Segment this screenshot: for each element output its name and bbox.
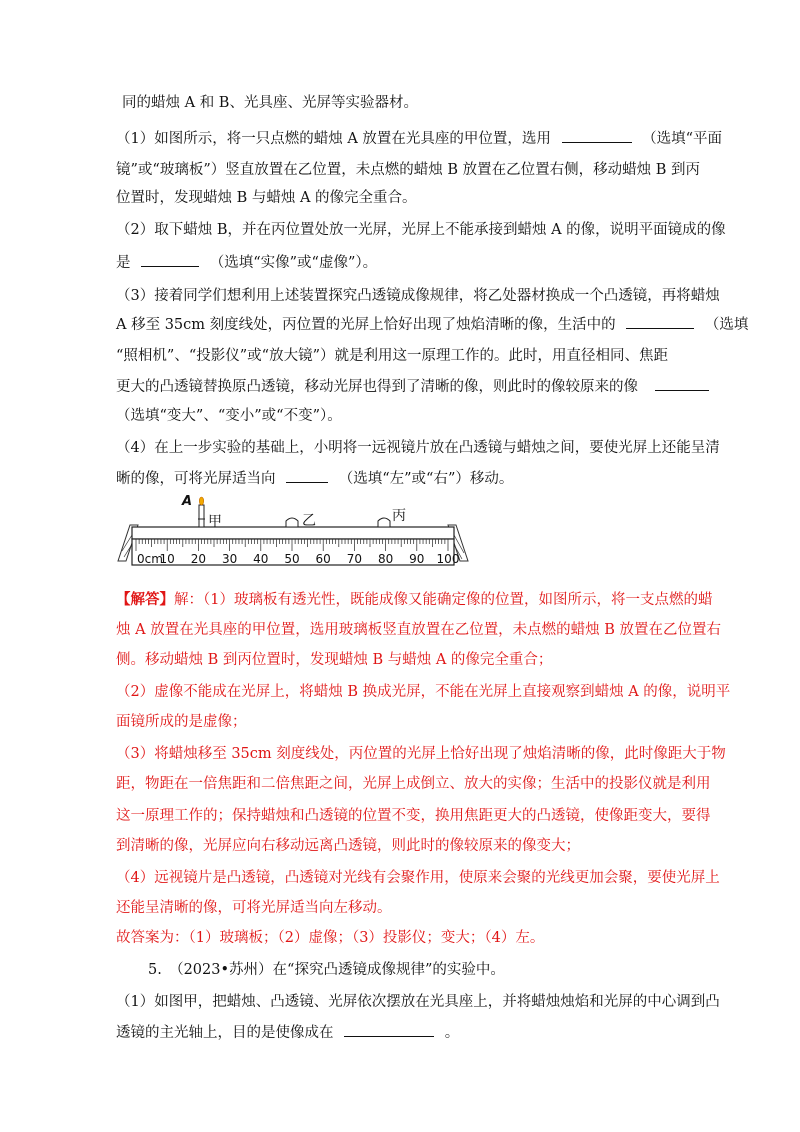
question-line: 位置时，发现蜡烛 B 与蜡烛 A 的像完全重合。	[116, 190, 417, 206]
label-yi: 乙	[302, 513, 316, 529]
answer-blank[interactable]	[655, 376, 709, 391]
bench-bar	[132, 527, 454, 539]
question-line: “照相机”、“投影仪”或“放大镜”）就是利用这一原理工作的。此时，用直径相同、焦距	[116, 348, 668, 364]
question-line: （选填“变大”、“变小”或“不变”）。	[116, 408, 342, 424]
answer-line: 还能呈清晰的像，可将光屏适当向左移动。	[116, 900, 392, 916]
scale-label: 40	[253, 552, 269, 566]
question-text: （1）如图所示，将一只点燃的蜡烛 A 放置在光具座的甲位置，选用	[116, 131, 551, 147]
question-text: 晰的像，可将光屏适当向	[116, 471, 276, 487]
answer-line: 面镜所成的是虚像；	[116, 714, 247, 730]
answer-blank[interactable]	[344, 1022, 434, 1037]
holder-yi	[286, 518, 298, 527]
answer-text: 解：（1）玻璃板有透光性，既能成像又能确定像的位置，如图所示，将一支点燃的蜡	[174, 592, 713, 608]
answer-blank[interactable]	[562, 128, 632, 143]
scale-label: 60	[315, 552, 331, 566]
question-text: （选填	[704, 317, 749, 333]
question-text: （选填“平面	[642, 131, 723, 147]
scale-label: 30	[221, 552, 238, 566]
scale-label: 20	[190, 552, 207, 566]
scale-label: 0cm	[137, 552, 163, 566]
answer-line: （2）虚像不能成在光屏上，将蜡烛 B 换成光屏，不能在光屏上直接观察到蜡烛 A 的像，说明平	[116, 684, 731, 700]
scale-label: 90	[409, 552, 425, 566]
scale-label: 100	[436, 552, 460, 566]
question-line: 同的蜡烛 A 和 B、光具座、光屏等实验器材。	[122, 95, 418, 111]
scale-label: 80	[377, 552, 394, 566]
question-text: （选填“左”或“右”）移动。	[338, 471, 514, 487]
label-bing: 丙	[392, 508, 406, 524]
answer-blank[interactable]	[626, 314, 694, 329]
label-jia: 甲	[208, 514, 222, 530]
candle-a	[199, 505, 204, 527]
next-question-heading: 5. （2023•苏州）在“探究凸透镜成像规律”的实验中。	[148, 962, 505, 978]
question-text: 更大的凸透镜替换原凸透镜，移动光屏也得到了清晰的像，则此时的像较原来的像	[116, 379, 638, 395]
next-question-line: （1）如图甲，把蜡烛、凸透镜、光屏依次摆放在光具座上，并将蜡烛烛焰和光屏的中心调到凸	[116, 994, 720, 1010]
question-text: 。	[444, 1025, 460, 1041]
holder-bing	[378, 518, 390, 527]
question-line: （2）取下蜡烛 B，并在丙位置处放一光屏，光屏上不能承接到蜡烛 A 的像，说明平面镜成的像	[116, 222, 726, 238]
question-text: 透镜的主光轴上，目的是使像成在	[116, 1025, 334, 1041]
question-line: 镜”或“玻璃板”）竖直放置在乙位置，未点燃的蜡烛 B 放置在乙位置右侧，移动蜡烛 B 到丙	[116, 162, 700, 178]
question-line	[116, 468, 513, 489]
question-text: A 移至 35cm 刻度线处，丙位置的光屏上恰好出现了烛焰清晰的像，生活中的	[116, 317, 616, 333]
question-line: （4）在上一步实验的基础上，小明将一远视镜片放在凸透镜与蜡烛之间，要使光屏上还能呈清	[116, 440, 720, 456]
answer-line	[116, 590, 712, 610]
answer-line: 距，物距在一倍焦距和二倍焦距之间，光屏上成倒立、放大的实像；生活中的投影仪就是利用	[116, 776, 711, 792]
answer-tag: 【解答】	[116, 591, 174, 608]
question-line	[116, 128, 722, 149]
question-text: 是	[116, 255, 131, 271]
question-line	[116, 376, 709, 397]
optical-bench-figure	[116, 493, 476, 573]
answer-line: 到清晰的像，光屏应向右移动远离凸透镜，则此时的像较原来的像变大；	[116, 838, 580, 854]
next-question-line	[116, 1022, 459, 1043]
answer-blank[interactable]	[286, 468, 328, 483]
label-a: A	[182, 494, 193, 509]
answer-summary: 故答案为：（1）玻璃板；（2）虚像；（3）投影仪；变大；（4）左。	[116, 930, 545, 946]
question-line	[116, 252, 377, 273]
answer-line: 烛 A 放置在光具座的甲位置，选用玻璃板竖直放置在乙位置，未点燃的蜡烛 B 放置在乙位置右	[116, 622, 722, 638]
answer-line: 这一原理工作的；保持蜡烛和凸透镜的位置不变，换用焦距更大的凸透镜，使像距变大，要得	[116, 808, 711, 824]
answer-line: 侧。移动蜡烛 B 到丙位置时，发现蜡烛 B 与蜡烛 A 的像完全重合；	[116, 652, 553, 668]
question-line	[116, 314, 748, 335]
answer-blank[interactable]	[141, 252, 199, 267]
candle-flame-icon	[199, 497, 203, 505]
scale-label: 10	[159, 552, 175, 566]
scale-label: 70	[346, 552, 363, 566]
question-line: （3）接着同学们想利用上述装置探究凸透镜成像规律，将乙处器材换成一个凸透镜，再将蜡烛	[116, 288, 720, 304]
scale-label: 50	[284, 552, 300, 566]
answer-line: （3）将蜡烛移至 35cm 刻度线处，丙位置的光屏上恰好出现了烛焰清晰的像，此时像距大于物	[116, 746, 726, 762]
question-text: （选填“实像”或“虚像”）。	[209, 255, 378, 271]
answer-line: （4）远视镜片是凸透镜，凸透镜对光线有会聚作用，使原来会聚的光线更加会聚，要使光屏上	[116, 870, 720, 886]
